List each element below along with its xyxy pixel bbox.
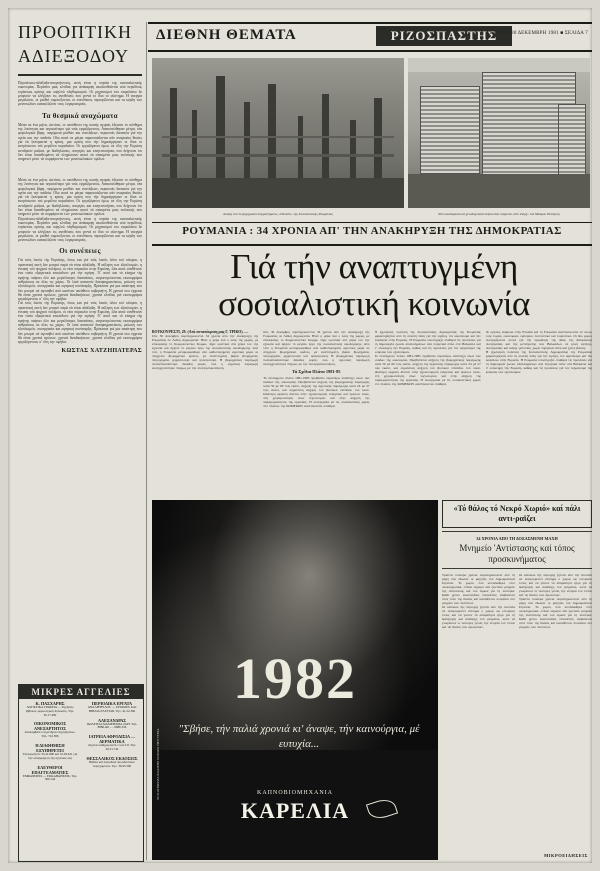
article-column-1	[152, 330, 258, 490]
article-dateline: ΒΟΥΚΟΥΡΕΣΤΙ, 29. (Από ανταπόκριση μας Γ. ΤΡΙΚΟ). —	[152, 330, 249, 334]
classified-item-title: ΠΕΡΙΟΔΙΚΑ ΕΡΓΑΤΑ	[91, 701, 133, 706]
classifieds-block	[18, 684, 144, 862]
ad-side-note: ΤΟ ΚΑΠΝΙΣΜΑ ΒΛΑΠΤΕΙ ΣΟΒΑΡΑ ΤΗΝ ΥΓΕΙΑ	[156, 728, 160, 800]
classifieds-body	[19, 699, 143, 853]
romania-article-columns	[152, 330, 592, 490]
issue-line: ΤΕΤΑΡΤΗ 30 ΔΕΚΕΜΒΡΗ 1981 ■ ΣΕΛΙΔΑ 7	[486, 31, 588, 36]
hotel-photo-caption: Νέα οικοδομικά καί ξενοδοχειακά κτίρια στήν παραλία «Σέν Ζώρζ» τού Μαύρου Πελάγους	[438, 212, 560, 216]
karelia-advertisement	[152, 500, 438, 860]
romania-rule-bottom	[152, 244, 592, 246]
resistance-divider-1	[442, 531, 592, 532]
classified-item-title: Η ΔΙΑΦΗΜΙΣΗ ΕΞΥΠΗΡΕΤΕΙ	[35, 742, 65, 753]
ad-brand-name: ΚΑΡΕΛΙΑ	[240, 798, 350, 823]
classified-item-text: ΑΝΑΛΗΨΗ ΛΟΓ. — ΕΡΓΑΣΙΕΣ ΚΑΙ ΒΙΒΛΙΑ ΕΛΕΓΧΟΙ. Τηλ. 41.22.306	[87, 705, 137, 713]
resistance-body-2b: Τριάντα τέσσερα χρόνια συμπληρώνονται από τή μάχη πού έδωσαν οι μαχητές τού Δημοκρατικού Στρατού. Τό χωριό, πού ισοπεδώθηκε τότε ολοκληρωτικά, στέκει σήμερα σάν ζωντανό μνημείο τής αντίστασης καί τού αγώνα γιά τή λευτεριά. Κάθε χρόνο εκατοντάδες επισκέπτες ανεβαίνουν στόν τόπο τής θυσίας καί καταθέτουν στεφάνια στό μνημείο τών πεσόντων.	[519, 597, 592, 629]
classified-item[interactable]	[84, 734, 140, 752]
article-column-3	[375, 330, 481, 490]
paper-name-logo: ΡΙΖΟΣΠΑΣΤΗΣ	[376, 26, 512, 46]
editorial-body-2-cont: Γιά τούς λαούς τής Ευρώπης, όπως και γιά τούς λαούς όλου τού κόσμου, η προοπτική αυτή δεν μπορεί παρά νά είναι αδιέξοδη. Η αύξηση των εξοπλισμών, η ένταση τού ψυχρού πολέμου, οι νέοι πύραυλοι στην Ευρώπη, όλα αυτά συνθέτουν ένα τοπίο εξαιρετικά επικίνδυνο γιά τήν ειρήνη. Γι' αυτό και τό κίνημα τής ειρήνης παίρνει όλο και μεγαλύτερες διαστάσεις, συγκεντρώνοντας εκατομμύρια ανθρώπους σε όλες τις χώρες. Οι λαοί απαιτούν διαπραγματεύσεις, μείωση των εξοπλισμών, συνεργασία και ειρηνική συνύπαρξη. Πρόκειται γιά μια απαίτηση που δεν μπορεί νά αγνοηθεί από κανέναν υπεύθυνο κυβερνήτη. Η χρονιά που έρχεται θά είναι χρονιά αγώνων, χρονιά διεκδικήσεων, χρονιά ελπίδας γιά εκατομμύρια εργαζόμενους σ' όλη την υφήλιο.	[18, 301, 142, 345]
classified-item-text: Βιβλία καί περιοδικά προοδευτικού περιεχομένου. Τηλ. 36.95.500	[89, 759, 135, 768]
classified-item-title: ΘΕΣΣΑΛΙΚΟΣ ΕΚΔΟΣΕΙΣ	[86, 755, 138, 761]
classified-item-text: ΕΜΦΑΝΙΣΕΙΣ — ΕΚΚΑΘΑΡΙΣΕΙΣ. Τηλ. 360.144	[22, 773, 78, 782]
classified-item-text: Αναλαμβάνει λογιστήρια επιχειρήσεων. Τηλ. 722.586	[24, 730, 76, 739]
classified-item-title: ΟΙΚΟΝΟΜΙΚΟΣ ΑΝΕΞΑΡΤΗΤΟΣ	[33, 721, 67, 732]
ad-year-text: 1982	[233, 646, 357, 711]
editorial-column	[18, 22, 142, 161]
article-column-1-text: Στίς 30 Δεκέμβρη συμπληρώνονται 34 χρόνια από τήν ανακήρυξη τής Ρουμανίας σε Λαϊκή Δημοκρατία. Ηταν η μέρα πού ο λαός τής χώρας, με επικεφαλής τό Κομμουνιστικό Κόμμα, πήρε οριστικά στά χέρια του τήν εξουσία καί άρχισε τό μεγάλο έργο τής σοσιαλιστικής οικοδόμησης. Από τότε η Ρουμανία μεταμορφώθηκε από καθυστερημένη αγροτική χώρα σε σύγχρονο βιομηχανικό κράτος, μέ αναπτυγμένη βαριά βιομηχανία, πετροχημεία, μηχανολογία καί ηλεκτρονική. Η βιομηχανική παραγωγή πολλαπλασιάστηκε δεκάδες φορές, ενώ η αγροτική παραγωγή εκσυγχρονίστηκε πλήρως μέ τήν συνεργατικοποίηση.	[152, 334, 259, 370]
editorial-body-1-cont2: Περιπέτειες-αδιέξοδα-απογοήτευση, αυτή είναι η πορεία της καπιταλιστικής οικονομίας. Περίοδοι μιας ελπίδας για ανάκαμψη ακολουθούνται από περιόδους τεράστιας κρίσης και υψηλού πληθωρισμού. Οι μηχανισμοί του κεφαλαίου δε μπορούν να ελέγξουν τις αντιθέσεις που γεννά το ίδιο το σύστημα. Η ανεργία μεγαλώνει, οι μισθοί συμπιέζονται, οι επενδύσεις περιορίζονται και τα κέρδη των μονοπωλίων κατακλύζουν τους λογαριασμούς.	[18, 216, 142, 243]
romania-rule-top	[152, 222, 592, 223]
resistance-strap: 34 ΧΡΟΝΙΑ ΑΠΟ ΤΗ ΔΟΞΑΣΜΕΝΗ ΜΑΧΗ	[476, 536, 558, 541]
resistance-body-1: Τριάντα τέσσερα χρόνια συμπληρώνονται από τή μάχη πού έδωσαν οι μαχητές τού Δημοκρατικού Στρατού. Τό χωριό, πού ισοπεδώθηκε τότε ολοκληρωτικά, στέκει σήμερα σάν ζωντανό μνημείο τής αντίστασης καί τού αγώνα γιά τή λευτεριά. Κάθε χρόνο εκατοντάδες επισκέπτες ανεβαίνουν στόν τόπο τής θυσίας καί καταθέτουν στεφάνια στό μνημείο τών πεσόντων.	[442, 573, 515, 605]
resistance-body-1b: Οι κάτοικοι τής περιοχής ζητούν από τήν πολιτεία νά αναγνωριστεί επίσημα ο χώρος ώς ιστορικός τόπος καί νά γίνουν τά απαραίτητα έργα γιά τή διατήρηση καί ανάδειξη τού μνημείου, ώστε νά γνωρίσουν οι νεότερες γενιές τήν ιστορία τού τόπου καί τίς θυσίες τών αγωνιστών.	[442, 605, 515, 629]
masthead-rule-bottom	[148, 50, 592, 52]
classifieds-column-2	[81, 699, 143, 853]
industry-photo-caption: Αποψη τού πετροχημικού συγκροτήματος «Πλοέστι» τής Σοσιαλιστικής Ρουμανίας	[223, 212, 333, 216]
main-headline-line2: σοσιαλιστική κοινωνία	[218, 284, 530, 323]
resistance-box-title-text: «Τό θάλος τό Νεκρό Χωριό» καί πάλι αντι-ραϊζει	[453, 504, 581, 523]
classified-item-text: ΛΟΓΙΣΤΙΚΑ ΓΡΑΦΕΙΑ — Τηρήσεις βιβλίων, φορολογικές δηλώσεις. Τηλ. 36.17.482	[25, 705, 75, 717]
classified-item-text: Δέχεται καθημερινά 9-1 καί 5-8. Τηλ. 36.31.742	[87, 743, 137, 751]
classified-item-title: ΙΑΤΡΕΙΑ ΑΦΡΟΔΙΣΙΑ — ΔΕΡΜΑΤΙΚΑ	[88, 734, 136, 745]
classified-item-title: ΑΛΕΞΑΝΔΡΑΣ	[97, 717, 127, 723]
classifieds-column-1	[19, 699, 81, 853]
editorial-intro: Περιπέτειες-αδιέξοδα-απογοήτευση, αυτή είναι η πορεία της καπιταλιστικής οικονομίας. Περίοδοι μιας ελπίδας για ανάκαμψη ακολουθούνται από περιόδους τεράστιας κρίσης και υψηλού πληθωρισμού. Οι μηχανισμοί του κεφαλαίου δε μπορούν να ελέγξουν τις αντιθέσεις που γεννά το ίδιο το σύστημα. Η ανεργία μεγαλώνει, οι μισθοί συμπιέζονται, οι επενδύσεις περιορίζονται και τα κέρδη των μονοπωλίων κατακλύζουν τους λογαριασμούς.	[18, 81, 142, 107]
classified-item-title: Κ. ΠΑΣΧΑΡΗΣ	[35, 701, 65, 706]
editorial-subhead-1: Τα θεσμικά αναχώματα	[42, 111, 118, 120]
article-column-2-text-b: Τό πεντάχρονο πλάνο 1981-1985 προβλέπει περαιτέρω ανάπτυξη όλων τών κλάδων τής οικονομίας. Προβλέπεται αύξηση τής βιομηχανικής παραγωγής κατά 50 μέ 60 τοίς εκατό, αύξηση τής αγροτικής παραγωγής κατά 24 μέ 27 τοίς εκατό, καί σημαντική αύξηση τού βιοτικού επιπέδου τού λαού. Ιδιαίτερη έμφαση δίνεται στήν εξοικονόμηση ενέργειας καί πρώτων υλών, στή χρησιμοποίηση νέων τεχνολογιών καί στήν αύξηση τής παραγωγικότητας τής εργασίας. Η συνεργασία μέ τίς σοσιαλιστικές χώρες στό πλαίσιο τής ΚΟΜΕΚΟΝ αναπτύσσεται σταθερά.	[263, 376, 370, 408]
article-column-2	[263, 330, 369, 490]
classified-item[interactable]	[84, 718, 140, 731]
ad-slogan-text: "Σβήσε, τήν παλιά χρονιά κι' άναψε, τήν καινούργια, μέ ευτυχία...	[178, 723, 420, 750]
classified-item[interactable]	[22, 701, 78, 717]
editorial-title-line2: ΑΔΙΕΞΟΔΟΥ	[18, 46, 130, 66]
resistance-divider-2	[442, 568, 592, 569]
editorial-subhead-2: Οι συνέπειες	[59, 247, 101, 256]
article-column-4	[486, 330, 592, 490]
classified-item[interactable]	[22, 743, 78, 761]
article-column-2-text-a: Στίς 30 Δεκέμβρη συμπληρώνονται 34 χρόνια από τήν ανακήρυξη τής Ρουμανίας σε Λαϊκή Δημοκρατία. Ηταν η μέρα πού ο λαός τής χώρας, με επικεφαλής τό Κομμουνιστικό Κόμμα, πήρε οριστικά στά χέρια του τήν εξουσία καί άρχισε τό μεγάλο έργο τής σοσιαλιστικής οικοδόμησης. Από τότε η Ρουμανία μεταμορφώθηκε από καθυστερημένη αγροτική χώρα σε σύγχρονο βιομηχανικό κράτος, μέ αναπτυγμένη βαριά βιομηχανία, πετροχημεία, μηχανολογία καί ηλεκτρονική. Η βιομηχανική παραγωγή πολλαπλασιάστηκε δεκάδες φορές, ενώ η αγροτική παραγωγή εκσυγχρονίστηκε πλήρως μέ τήν συνεργατικοποίηση.	[263, 330, 370, 366]
hotel-photo	[408, 58, 590, 208]
paper-sheet	[8, 8, 592, 863]
editorial-byline: ΚΩΣΤΑΣ ΧΑΤΖΗΠΑΤΕΡΑΣ	[61, 348, 142, 355]
industry-photo	[152, 58, 404, 208]
editorial-title-line1: ΠΡΟΟΠΤΙΚΗ	[18, 22, 132, 42]
article-column-4-text: Οι σχέσεις ανάμεσα στήν Ελλάδα καί τή Ρουμανία αναπτύσσονται σέ όλους τούς τομείς, οικονομικό, εμπορικό, πολιτιστικό καί τουριστικό. Οι δύο χώρες συνεργάζονται στενά γιά τήν προώθηση τής ιδέας τής βαλκανικής συνεργασίας καί τής μετατροπής τών Βαλκανίων σέ ζώνη ειρήνης, συνεργασίας καί καλής γειτονίας, χωρίς πυρηνικά όπλα καί ξένες βάσεις.	[485, 330, 592, 350]
article-column-4-text-b: Η εξωτερική πολιτική τής Σοσιαλιστικής Δημοκρατίας τής Ρουμανίας χαρακτηρίζεται από τή συνεπή πάλη γιά τήν ειρήνη, τόν αφοπλισμό καί τήν ασφάλεια στήν Ευρώπη. Η Ρουμανία υποστηρίζει σταθερά τίς προτάσεις γιά τή δημιουργία ζωνών απαλλαγμένων από πυρηνικά όπλα στά Βαλκάνια καί σ' ολόκληρη τήν Ευρώπη, καθώς καί τίς προτάσεις γιά τόν τερματισμό τής κούρσας τών εξοπλισμών.	[485, 350, 592, 374]
classified-item[interactable]	[22, 721, 78, 739]
editorial-column-cont	[18, 178, 142, 678]
masthead	[148, 22, 592, 52]
resistance-box-title	[442, 500, 592, 528]
classified-item-title: ΕΛΕΥΘΕΡΟΙ ΕΠΑΓΓΕΛΜΑΤΙΕΣ	[31, 764, 69, 775]
classifieds-title: ΜΙΚΡΕΣ ΑΓΓΕΛΙΕΣ	[19, 685, 143, 699]
article-subhead-plan: Τά Σχέδια Πλάνα 1981-85	[292, 369, 341, 374]
ad-brand-line: ΚΑΠΝΟΒΙΟΜΗΧΑΝΙΑ	[257, 790, 333, 796]
classified-item[interactable]	[84, 756, 140, 769]
romania-kicker: ΡΟΥΜΑΝΙΑ : 34 ΧΡΟΝΙΑ ΑΠ' ΤΗΝ ΑΝΑΚΗΡΥΞΗ ΤΗΣ ΔΗΜΟΚΡΑΤΙΑΣ	[182, 225, 562, 237]
resistance-headline: Μνημείο 'Αντίστασης καί τόπος προσκυνήματος	[459, 543, 575, 564]
masthead-rule-top	[148, 22, 592, 24]
article-column-3-text-b: Τό πεντάχρονο πλάνο 1981-1985 προβλέπει περαιτέρω ανάπτυξη όλων τών κλάδων τής οικονομίας. Προβλέπεται αύξηση τής βιομηχανικής παραγωγής κατά 50 μέ 60 τοίς εκατό, αύξηση τής αγροτικής παραγωγής κατά 24 μέ 27 τοίς εκατό, καί σημαντική αύξηση τού βιοτικού επιπέδου τού λαού. Ιδιαίτερη έμφαση δίνεται στήν εξοικονόμηση ενέργειας καί πρώτων υλών, στή χρησιμοποίηση νέων τεχνολογιών καί στήν αύξηση τής παραγωγικότητας τής εργασίας. Η συνεργασία μέ τίς σοσιαλιστικές χώρες στό πλαίσιο τής ΚΟΜΕΚΟΝ αναπτύσσεται σταθερά.	[374, 354, 481, 386]
editorial-divider	[18, 74, 142, 76]
editorial-body-2: Γιά τούς λαούς τής Ευρώπης, όπως και γιά τούς λαούς όλου τού κόσμου, η προοπτική αυτή δεν μπορεί παρά νά είναι αδιέξοδη. Η αύξηση των εξοπλισμών, η ένταση τού ψυχρού πολέμου, οι νέοι πύραυλοι στην Ευρώπη, όλα αυτά συνθέτουν ένα τοπίο εξαιρετικά επικίνδυνο γιά τήν ειρήνη. Γι' αυτό και τό κίνημα τής ειρήνης παίρνει όλο και μεγαλύτερες διαστάσεις, συγκεντρώνοντας εκατομμύρια ανθρώπους σε όλες τις χώρες. Οι λαοί απαιτούν διαπραγματεύσεις, μείωση των εξοπλισμών, συνεργασία και ειρηνική συνύπαρξη. Πρόκειται γιά μια απαίτηση που δεν μπορεί νά αγνοηθεί από κανέναν υπεύθυνο κυβερνήτη. Η χρονιά που έρχεται θά είναι χρονιά αγώνων, χρονιά διεκδικήσεων, χρονιά ελπίδας γιά εκατομμύρια εργαζόμενους σ' όλη την υφήλιο.	[18, 258, 142, 302]
column-rule-left	[146, 22, 147, 860]
classified-item-text: ΠΩΛΕΙΤΑΙ ΔΙΑΜΕΡΙΣΜΑ 2ΑΡΙ. Τηλ. 8880.461 — 9886.334	[86, 721, 138, 730]
editorial-body-1-cont: Μέσα σε ένα μήνα, ώστόσο, οι υπεύθυνοι της κοινής αγοράς έδωσαν το σύνθημα της λιτότητας και περισσότερο γιά τούς εργαζόμενους. Ανακοινώθηκαν μέτρα, νέα φορολογικά βάρη, παγώματα μισθών και συντάξεων, περικοπές δαπανών γιά την υγεία και την παιδεία. Ολα αυτά τα μέτρα παρουσιάζονται σάν αναγκαίες θυσίες γιά νά ξεπεραστεί η κρίση, μια κρίση που τήν δημιούργησαν οι ίδιοι οι εκπρόσωποι τού μεγάλου κεφαλαίου. Οι εργαζόμενοι όμως σε όλη την Ευρώπη αντιδρούν μαζικά, με διαδηλώσεις, απεργίες και κινητοποιήσεις που δείχνουν ότι δεν είναι διατεθειμένοι νά πληρώσουν αυτοί τά σπασμένα μιας πολιτικής που υπηρετεί μόνο τά συμφέροντα των μονοπωλιακών ομίλων.	[18, 178, 142, 217]
classified-item-text: Τηλεφωνήστε 33.41.890 καί 32.29.421 γιά τήν καταχώρηση τής αγγελίας σας	[22, 751, 78, 760]
main-headline-line1: Γιά τήν αναπτυγμένη	[230, 247, 518, 286]
resistance-body-2: Οι κάτοικοι τής περιοχής ζητούν από τήν πολιτεία νά αναγνωριστεί επίσημα ο χώρος ώς ιστορικός τόπος καί νά γίνουν τά απαραίτητα έργα γιά τή διατήρηση καί ανάδειξη τού μνημείου, ώστε νά γνωρίσουν οι νεότερες γενιές τήν ιστορία τού τόπου καί τίς θυσίες τών αγωνιστών.	[519, 573, 592, 597]
microsnews-label: ΜΙΚΡΟΕΙΔΗΣΕΙΣ	[544, 853, 588, 858]
section-title: ΔΙΕΘΝΗ ΘΕΜΑΤΑ	[156, 27, 297, 43]
ad-smoke-image	[152, 500, 438, 750]
classified-item[interactable]	[84, 701, 140, 714]
editorial-body-1: Μέσα σε ένα μήνα, ώστόσο, οι υπεύθυνοι της κοινής αγοράς έδωσαν το σύνθημα της λιτότητας και περισσότερο γιά τούς εργαζόμενους. Ανακοινώθηκαν μέτρα, νέα φορολογικά βάρη, παγώματα μισθών και συντάξεων, περικοπές δαπανών γιά την υγεία και την παιδεία. Ολα αυτά τα μέτρα παρουσιάζονται σάν αναγκαίες θυσίες γιά νά ξεπεραστεί η κρίση, μια κρίση που τήν δημιούργησαν οι ίδιοι οι εκπρόσωποι τού μεγάλου κεφαλαίου. Οι εργαζόμενοι όμως σε όλη την Ευρώπη αντιδρούν μαζικά, με διαδηλώσεις, απεργίες και κινητοποιήσεις που δείχνουν ότι δεν είναι διατεθειμένοι νά πληρώσουν αυτοί τά σπασμένα μιας πολιτικής που υπηρετεί μόνο τά συμφέροντα των μονοπωλιακών ομίλων.	[18, 122, 142, 162]
resistance-article	[442, 500, 592, 860]
article-column-3-text: Η εξωτερική πολιτική τής Σοσιαλιστικής Δημοκρατίας τής Ρουμανίας χαρακτηρίζεται από τή συνεπή πάλη γιά τήν ειρήνη, τόν αφοπλισμό καί τήν ασφάλεια στήν Ευρώπη. Η Ρουμανία υποστηρίζει σταθερά τίς προτάσεις γιά τή δημιουργία ζωνών απαλλαγμένων από πυρηνικά όπλα στά Βαλκάνια καί σ' ολόκληρη τήν Ευρώπη, καθώς καί τίς προτάσεις γιά τόν τερματισμό τής κούρσας τών εξοπλισμών.	[374, 330, 481, 354]
classified-item[interactable]	[22, 765, 78, 783]
